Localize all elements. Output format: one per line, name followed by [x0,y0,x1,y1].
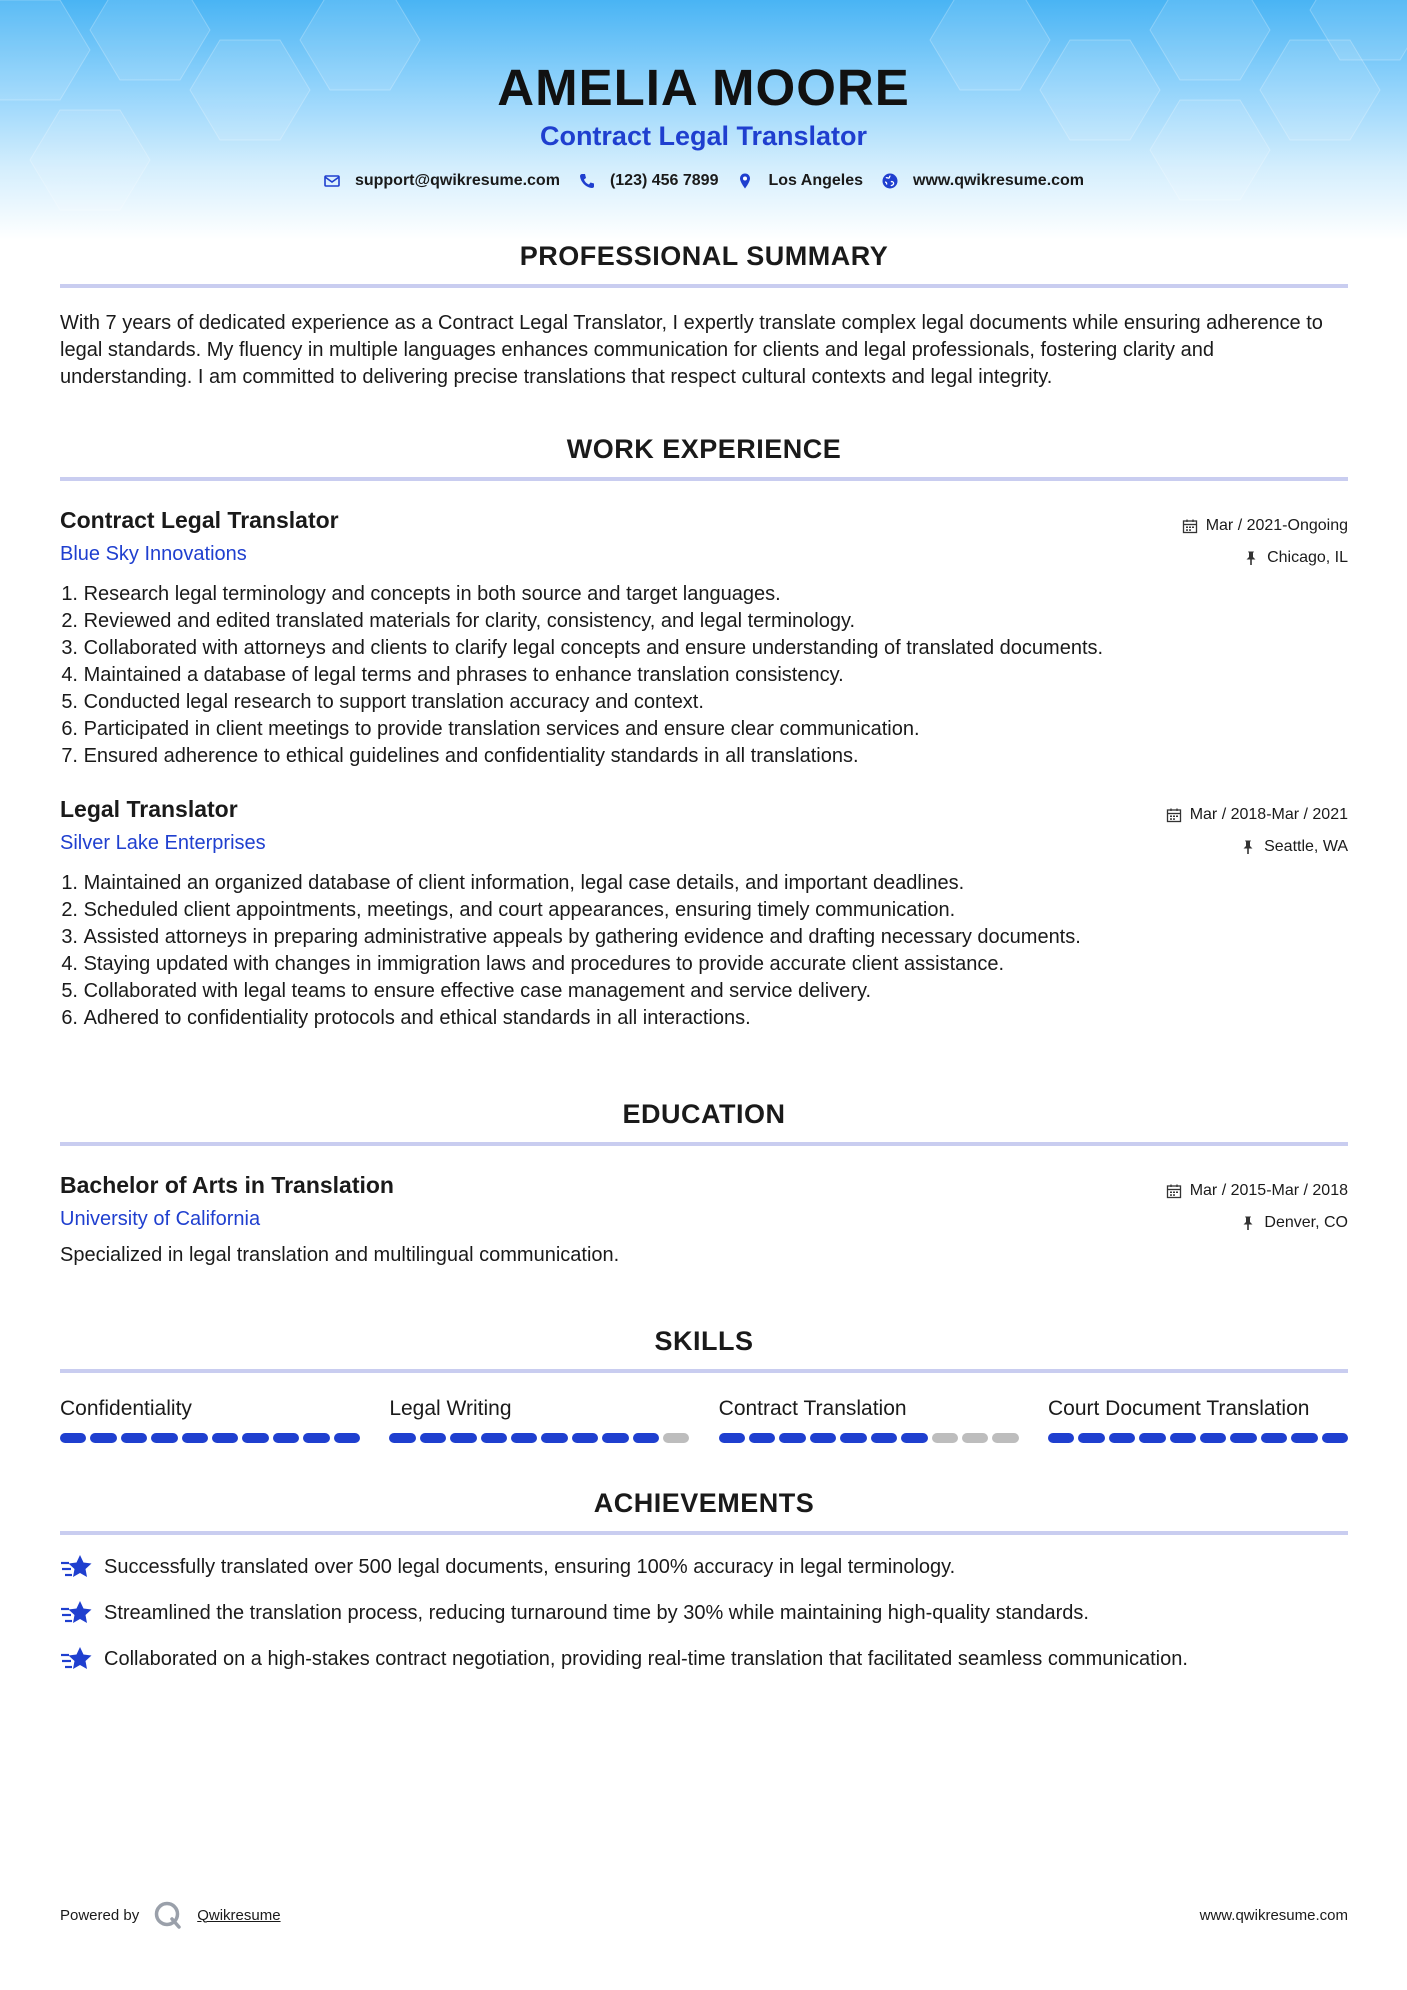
skill-dot [992,1433,1018,1443]
shooting-star-icon [60,1599,94,1627]
skill-dot [1139,1433,1165,1443]
globe-icon [881,172,899,190]
education-section [60,1094,1348,1269]
job-title: Contract Legal Translator [60,507,339,533]
achievement-item [60,1645,1348,1673]
skill-dot [303,1433,329,1443]
achievements-section [60,1483,1348,1673]
achievement-text: Successfully translated over 500 legal documents, ensuring 100% accuracy in legal terminology. [104,1556,956,1578]
list-item: 7. Ensured adherence to ethical guidelines and confidentiality standards in all translations. [61,745,859,767]
job-entry [60,794,1348,1032]
skill-dot [932,1433,958,1443]
skills-list [60,1395,1348,1443]
achievement-item [60,1553,1348,1581]
list-item: 6. Adhered to confidentiality protocols and ethical standards in all interactions. [61,1007,751,1029]
list-item: 1. Research legal terminology and concepts in both source and target languages. [61,583,781,605]
skill-item [719,1395,1019,1443]
contact-list [0,172,1407,190]
skill-rating [60,1433,360,1443]
job-company: Blue Sky Innovations [60,543,247,565]
education-location [1240,1214,1348,1232]
skill-dot [840,1433,866,1443]
skill-dot [572,1433,598,1443]
list-item: 5. Collaborated with legal teams to ensure effective case management and service delivery. [61,980,872,1002]
job-title: Legal Translator [60,796,238,822]
list-item: 1. Maintained an organized database of client information, legal case details, and important deadlines. [61,872,965,894]
job-dates-text: Mar / 2021-Ongoing [1205,517,1348,534]
contact-location-text: Los Angeles [768,172,864,189]
skill-dot [871,1433,897,1443]
map-pin-icon [736,172,754,190]
skill-dot [1200,1433,1226,1443]
list-item: 2. Scheduled client appointments, meetings, and court appearances, ensuring timely communication. [61,899,956,921]
list-item: 5. Conducted legal research to support translation accuracy and context. [61,691,704,713]
school-name: University of California [60,1208,261,1230]
skill-dot [1109,1433,1135,1443]
contact-email[interactable] [323,172,560,190]
shooting-star-icon [60,1553,94,1581]
section-divider [60,1531,1348,1535]
resume-body [60,236,1348,1673]
skill-name: Contract Translation [718,1397,907,1420]
section-title-skills: SKILLS [654,1326,754,1356]
shooting-star-icon [60,1645,94,1673]
skill-dot [749,1433,775,1443]
skill-name: Court Document Translation [1047,1397,1310,1420]
degree-title: Bachelor of Arts in Translation [60,1172,394,1198]
skill-name: Legal Writing [389,1397,512,1420]
pushpin-icon [1240,839,1256,855]
skill-dot [810,1433,836,1443]
job-location [1240,838,1348,856]
skill-dot [633,1433,659,1443]
contact-location [736,172,863,190]
skill-dot [1291,1433,1317,1443]
skills-section [60,1321,1348,1443]
skill-rating [1048,1433,1348,1443]
skill-rating [389,1433,689,1443]
list-item: 4. Staying updated with changes in immigration laws and procedures to provide accurate client assistance. [61,953,1005,975]
skill-dot [901,1433,927,1443]
education-entry [60,1170,1348,1269]
pushpin-icon [1240,1215,1256,1231]
summary-text: With 7 years of dedicated experience as a Contract Legal Translator, I expertly translate complex legal documents while ensuring adherence to legal standards. My fluency in multiple languages enhances communication for clients and legal professionals, fostering clarity and understanding. I am committed to delivering precise translations that respect cultural contexts and legal integrity. [60,312,1323,388]
skill-dot [1230,1433,1256,1443]
skill-dot [121,1433,147,1443]
calendar-icon [1182,518,1198,534]
skill-dot [242,1433,268,1443]
experience-section [60,429,1348,1032]
skill-dot [962,1433,988,1443]
job-dates [1182,517,1348,535]
skill-dot [541,1433,567,1443]
skill-name: Confidentiality [60,1397,192,1420]
section-title-experience: WORK EXPERIENCE [566,434,842,464]
skill-dot [1322,1433,1348,1443]
list-item: 6. Participated in client meetings to provide translation services and ensure clear communication. [61,718,920,740]
skill-dot [182,1433,208,1443]
skill-rating [719,1433,1019,1443]
skill-dot [334,1433,360,1443]
calendar-icon [1166,1183,1182,1199]
skill-dot [779,1433,805,1443]
candidate-name: AMELIA MOORE [497,59,910,116]
calendar-icon [1166,807,1182,823]
contact-website[interactable] [881,172,1084,190]
job-dates [1166,806,1348,824]
section-divider [60,477,1348,481]
contact-website-text: www.qwikresume.com [913,172,1085,189]
page-footer [60,1900,1348,1930]
powered-by-label: Powered by [60,1906,140,1924]
job-dates-text: Mar / 2018-Mar / 2021 [1189,806,1348,823]
candidate-title: Contract Legal Translator [539,121,868,151]
skill-dot [602,1433,628,1443]
list-item: 4. Maintained a database of legal terms and phrases to enhance translation consistency. [61,664,844,686]
skill-item [60,1395,360,1443]
skill-dot [1078,1433,1104,1443]
education-location-text: Denver, CO [1264,1214,1348,1231]
job-entry [60,505,1348,770]
skill-dot [481,1433,507,1443]
education-description: Specialized in legal translation and multilingual communication. [60,1244,620,1266]
job-location-text: Chicago, IL [1267,549,1348,566]
skill-dot [1261,1433,1287,1443]
section-title-achievements: ACHIEVEMENTS [593,1488,815,1518]
section-divider [60,284,1348,288]
list-item: 2. Reviewed and edited translated materials for clarity, consistency, and legal terminology. [61,610,856,632]
skill-dot [151,1433,177,1443]
skill-item [389,1395,689,1443]
achievement-text: Collaborated on a high-stakes contract negotiation, providing real-time translation that facilitated seamless communication. [104,1648,1188,1670]
skill-dot [1048,1433,1074,1443]
section-divider [60,1142,1348,1146]
job-location [1243,549,1348,567]
section-title-summary: PROFESSIONAL SUMMARY [519,241,889,271]
job-bullets [60,870,1348,1032]
skill-dot [1170,1433,1196,1443]
education-dates-text: Mar / 2015-Mar / 2018 [1189,1182,1348,1199]
skill-dot [511,1433,537,1443]
section-title-education: EDUCATION [622,1099,786,1129]
skill-dot [90,1433,116,1443]
pushpin-icon [1243,550,1259,566]
achievement-item [60,1599,1348,1627]
contact-phone[interactable] [578,172,719,190]
summary-section [60,236,1348,391]
job-bullets [60,581,1348,770]
footer-url[interactable]: www.qwikresume.com [1199,1906,1348,1924]
job-company: Silver Lake Enterprises [60,832,266,854]
skill-dot [420,1433,446,1443]
contact-phone-text: (123) 456 7899 [609,172,719,189]
job-location-text: Seattle, WA [1264,838,1348,855]
skill-dot [389,1433,415,1443]
footer-brand-link[interactable]: Qwikresume [197,1906,281,1924]
skill-dot [719,1433,745,1443]
skill-dot [450,1433,476,1443]
resume-header [0,58,1407,190]
achievement-text: Streamlined the translation process, reducing turnaround time by 30% while maintaining high-quality standards. [104,1602,1089,1624]
skill-dot [60,1433,86,1443]
skill-dot [212,1433,238,1443]
education-dates [1166,1182,1348,1200]
phone-icon [578,172,596,190]
envelope-icon [323,172,341,190]
skill-dot [663,1433,689,1443]
list-item: 3. Assisted attorneys in preparing administrative appeals by gathering evidence and drafting necessary documents. [61,926,1081,948]
skill-dot [273,1433,299,1443]
section-divider [60,1369,1348,1373]
skill-item [1048,1395,1348,1443]
list-item: 3. Collaborated with attorneys and clients to clarify legal concepts and ensure understanding of translated documents. [61,637,1104,659]
contact-email-text: support@qwikresume.com [354,172,560,189]
footer-branding [60,1900,281,1930]
qwikresume-logo-icon [153,1900,183,1930]
